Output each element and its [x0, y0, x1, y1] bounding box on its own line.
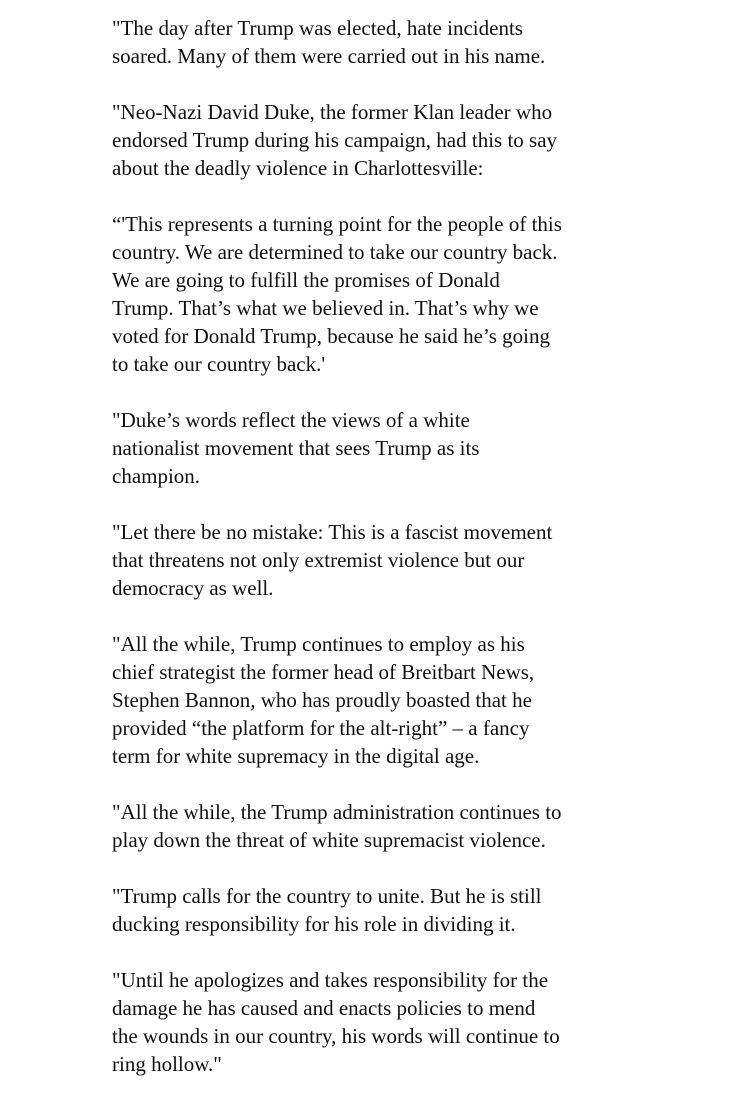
text-line: ring hollow." — [112, 1052, 222, 1076]
document-body — [112, 14, 712, 1106]
paragraph-hate-incidents — [112, 14, 712, 70]
text-line: "Let there be no mistake: This is a fascist movement — [112, 520, 553, 544]
text-line: ducking responsibility for his role in dividing it. — [112, 912, 516, 936]
text-line: term for white supremacy in the digital age. — [112, 744, 480, 768]
text-line: democracy as well. — [112, 576, 274, 600]
paragraph-david-duke — [112, 98, 712, 182]
text-line: provided “the platform for the alt-right” – a fancy — [112, 716, 530, 740]
text-line: country. We are determined to take our country back. — [112, 240, 558, 264]
paragraph-bannon — [112, 630, 712, 770]
text-line: endorsed Trump during his campaign, had this to say — [112, 128, 558, 152]
text-line: about the deadly violence in Charlottesville: — [112, 156, 484, 180]
text-line: chief strategist the former head of Breitbart News, — [112, 660, 535, 684]
text-line: Trump. That’s what we believed in. That’s why we — [112, 296, 539, 320]
text-line: nationalist movement that sees Trump as its — [112, 436, 480, 460]
text-line: "Duke’s words reflect the views of a white — [112, 408, 470, 432]
text-line: champion. — [112, 464, 201, 488]
text-line: "Neo-Nazi David Duke, the former Klan leader who — [112, 100, 553, 124]
text-line: play down the threat of white supremacist violence. — [112, 828, 546, 852]
text-line: that threatens not only extremist violence but our — [112, 548, 525, 572]
text-line: the wounds in our country, his words will continue to — [112, 1024, 560, 1048]
paragraph-unite — [112, 882, 712, 938]
text-line: We are going to fulfill the promises of Donald — [112, 268, 500, 292]
text-line: "All the while, Trump continues to employ as his — [112, 632, 525, 656]
paragraph-white-nationalist — [112, 406, 712, 490]
text-line: to take our country back.' — [112, 352, 326, 376]
text-line: voted for Donald Trump, because he said he’s going — [112, 324, 551, 348]
paragraph-administration — [112, 798, 712, 854]
paragraph-apologize — [112, 966, 712, 1078]
text-line: "Until he apologizes and takes responsibility for the — [112, 968, 549, 992]
paragraph-duke-quote — [112, 210, 712, 378]
paragraph-fascist-movement — [112, 518, 712, 602]
text-line: soared. Many of them were carried out in his name. — [112, 44, 546, 68]
text-line: "The day after Trump was elected, hate incidents — [112, 16, 523, 40]
text-line: "All the while, the Trump administration continues to — [112, 800, 562, 824]
text-line: “'This represents a turning point for the people of this — [112, 212, 562, 236]
text-line: "Trump calls for the country to unite. But he is still — [112, 884, 542, 908]
text-line: Stephen Bannon, who has proudly boasted that he — [112, 688, 532, 712]
text-line: damage he has caused and enacts policies to mend — [112, 996, 536, 1020]
